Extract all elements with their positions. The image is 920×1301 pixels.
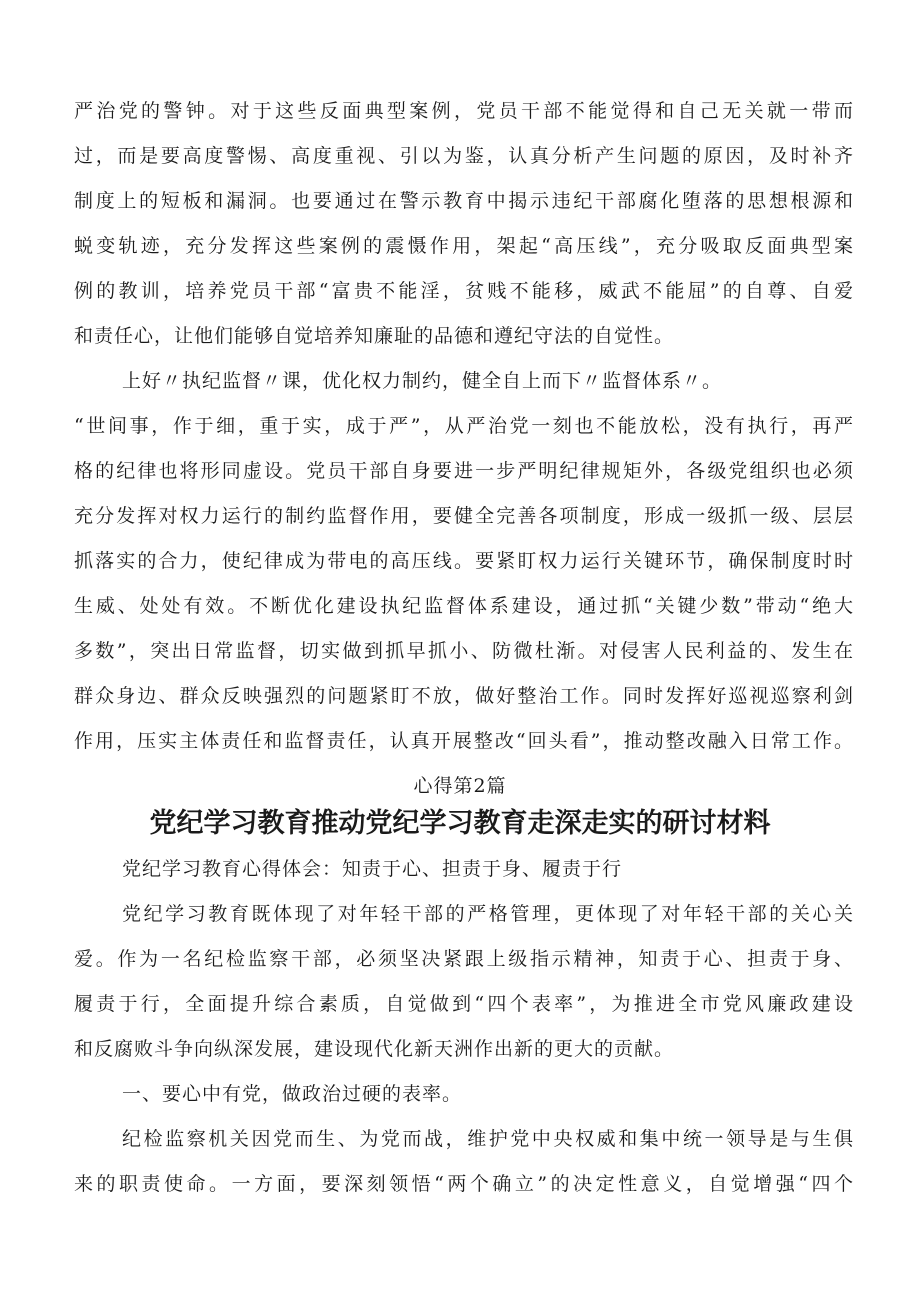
paragraph-line: 充分发挥对权力运行的制约监督作用，要健全完善各项制度，形成一级抓一级、层层 [74, 505, 854, 527]
paragraph-line: 纪检监察机关因党而生、为党而战，维护党中央权威和集中统一领导是与生俱 [122, 1128, 854, 1150]
paragraph-line: 生威、处处有效。不断优化建设执纪监督体系建设，通过抓“关键少数”带动“绝大 [74, 595, 854, 617]
paragraph-line: 作用，压实主体责任和监督责任，认真开展整改“回头看”，推动整改融入日常工作。 [74, 730, 854, 752]
paragraph-line: 抓落实的合力，使纪律成为带电的高压线。要紧盯权力运行关键环节，确保制度时时 [74, 550, 854, 572]
paragraph-line: 履责于行，全面提升综合素质，自觉做到“四个表率”，为推进全市党风廉政建设 [74, 993, 854, 1015]
paragraph-line: 多数”，突出日常监督，切实做到抓早抓小、防微杜渐。对侵害人民利益的、发生在 [74, 640, 854, 662]
paragraph-line: 制度上的短板和漏洞。也要通过在警示教育中揭示违纪干部腐化堕落的思想根源和 [74, 190, 854, 212]
section-title: 党纪学习教育推动党纪学习教育走深走实的研讨材料 [149, 808, 771, 839]
heading-one: 一、要心中有党，做政治过硬的表率。 [122, 1083, 463, 1105]
paragraph-line: 来的职责使命。一方面，要深刻领悟“两个确立”的决定性意义，自觉增强“四个 [74, 1173, 854, 1195]
paragraph-line: 爱。作为一名纪检监察干部，必须坚决紧跟上级指示精神，知责于心、担责于身、 [74, 948, 854, 970]
paragraph-line: 例的教训，培养党员干部“富贵不能淫，贫贱不能移，威武不能屈”的自尊、自爱 [74, 280, 854, 302]
section-label: 心得第2篇 [413, 775, 507, 797]
subtitle: 党纪学习教育心得体会：知责于心、担责于身、履责于行 [122, 858, 623, 880]
paragraph-line: 严治党的警钟。对于这些反面典型案例，党员干部不能觉得和自己无关就一带而 [74, 100, 854, 122]
paragraph-line: 和责任心，让他们能够自觉培养知廉耻的品德和遵纪守法的自觉性。 [74, 325, 675, 347]
paragraph-line: 格的纪律也将形同虚设。党员干部自身要进一步严明纪律规矩外，各级党组织也必须 [74, 460, 854, 482]
paragraph-line: “世间事，作于细，重于实，成于严”，从严治党一刻也不能放松，没有执行，再严 [74, 415, 854, 437]
paragraph-line: 和反腐败斗争向纵深发展，建设现代化新天洲作出新的更大的贡献。 [74, 1038, 675, 1060]
paragraph-line: 过，而是要高度警惕、高度重视、引以为鉴，认真分析产生问题的原因，及时补齐 [74, 145, 854, 167]
paragraph-line: 蜕变轨迹，充分发挥这些案例的震慑作用，架起“高压线”，充分吸取反面典型案 [74, 235, 854, 257]
paragraph-line: 群众身边、群众反映强烈的问题紧盯不放，做好整治工作。同时发挥好巡视巡察利剑 [74, 685, 854, 707]
section-subheading: 上好〃执纪监督〃课，优化权力制约，健全自上而下〃监督体系〃。 [122, 370, 723, 392]
paragraph-line: 党纪学习教育既体现了对年轻干部的严格管理，更体现了对年轻干部的关心关 [122, 903, 854, 925]
